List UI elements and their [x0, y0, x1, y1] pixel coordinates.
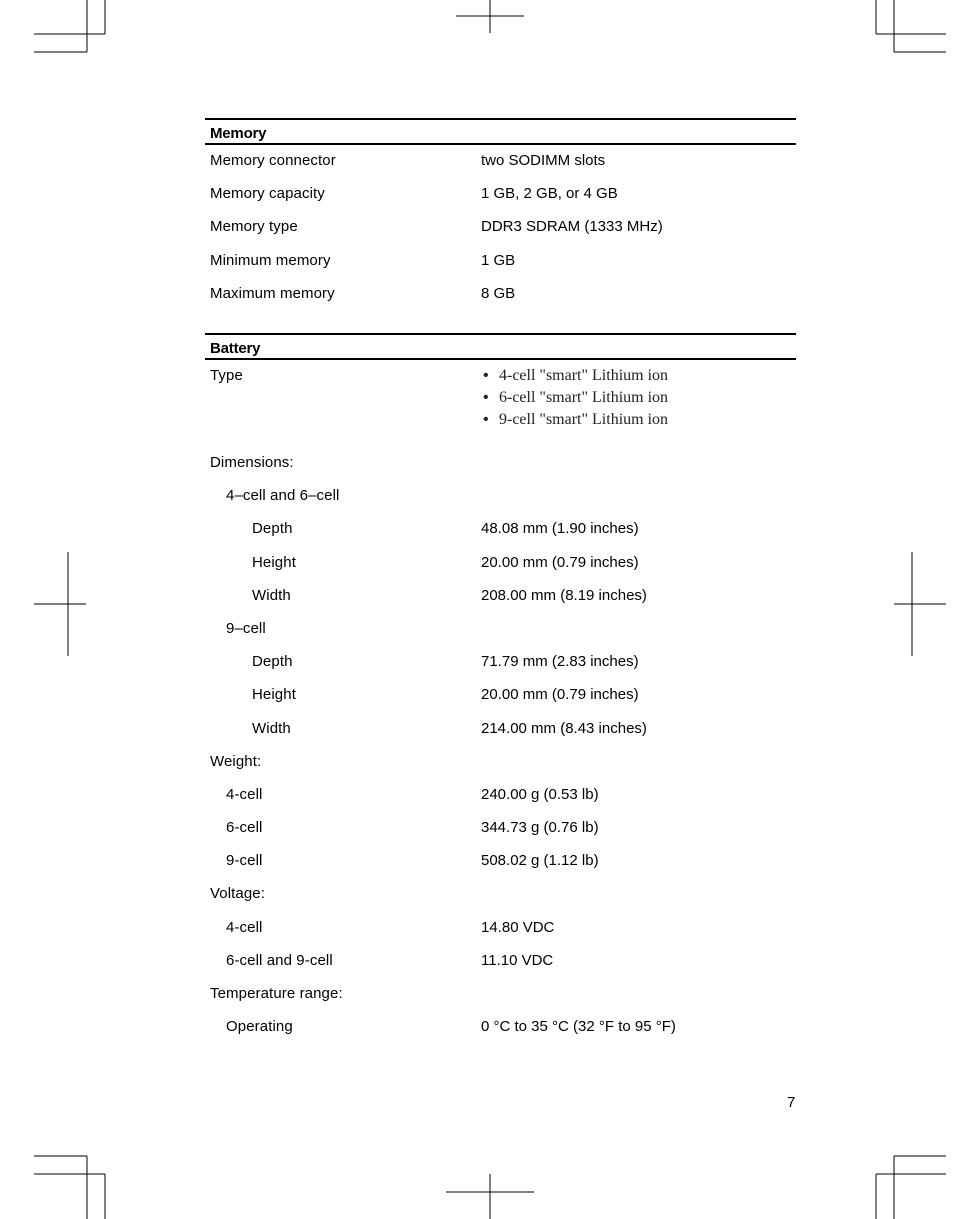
row-value: 240.00 g (0.53 lb)	[481, 785, 599, 803]
list-item: • 6-cell "smart" Lithium ion	[483, 387, 668, 409]
memory-header: Memory	[205, 118, 796, 145]
row-label: Voltage:	[210, 885, 266, 903]
row-label: Memory connector	[210, 152, 336, 169]
table-row	[205, 278, 796, 311]
table-row	[205, 360, 796, 447]
table-row	[205, 211, 796, 244]
table-row	[205, 845, 796, 878]
row-label: 6-cell and 9-cell	[226, 951, 333, 969]
row-label: 9–cell	[226, 619, 266, 637]
row-label: Width	[252, 586, 291, 604]
row-value: 1 GB, 2 GB, or 4 GB	[481, 185, 618, 203]
row-label: Type	[210, 367, 243, 384]
row-value: 8 GB	[481, 284, 516, 302]
row-value: 208.00 mm (8.19 inches)	[481, 586, 647, 604]
page-number: 7	[787, 1094, 796, 1111]
battery-type-list	[483, 365, 668, 431]
table-row	[205, 613, 796, 646]
list-item: • 9-cell "smart" Lithium ion	[483, 409, 668, 431]
row-label: Operating	[226, 1018, 293, 1036]
table-row	[205, 679, 796, 712]
row-value: 11.10 VDC	[481, 951, 554, 969]
table-row	[205, 779, 796, 812]
row-label: 4-cell	[226, 785, 263, 803]
row-value: 0 °C to 35 °C (32 °F to 95 °F)	[481, 1018, 676, 1036]
row-label: Minimum memory	[210, 251, 331, 269]
battery-table	[205, 333, 796, 1044]
row-value: DDR3 SDRAM (1333 MHz)	[481, 218, 663, 236]
table-row	[205, 480, 796, 513]
row-label: 9-cell	[226, 852, 263, 870]
row-label: Depth	[252, 653, 293, 671]
table-row	[205, 447, 796, 480]
row-value: 14.80 VDC	[481, 918, 555, 936]
row-label: Height	[252, 553, 296, 571]
battery-header: Battery	[205, 333, 796, 360]
row-value: 20.00 mm (0.79 inches)	[481, 553, 639, 571]
row-label: 4-cell	[226, 918, 263, 936]
table-row	[205, 713, 796, 746]
row-label: Weight:	[210, 752, 262, 770]
table-row	[205, 746, 796, 779]
memory-table	[205, 118, 796, 311]
table-row	[205, 812, 796, 845]
row-value: 508.02 g (1.12 lb)	[481, 852, 599, 870]
table-row	[205, 912, 796, 945]
table-row	[205, 145, 796, 178]
table-row	[205, 878, 796, 911]
row-value: 20.00 mm (0.79 inches)	[481, 686, 639, 704]
table-row	[205, 580, 796, 613]
row-value: 344.73 g (0.76 lb)	[481, 819, 599, 837]
list-item: • 4-cell "smart" Lithium ion	[483, 365, 668, 387]
row-label: 6-cell	[226, 819, 263, 837]
row-label: Memory type	[210, 218, 298, 236]
table-row	[205, 245, 796, 278]
row-label: 4–cell and 6–cell	[226, 487, 340, 505]
table-row	[205, 513, 796, 546]
table-row	[205, 547, 796, 580]
table-row	[205, 945, 796, 978]
row-label: Height	[252, 686, 296, 704]
row-label: Depth	[252, 520, 293, 538]
row-label: Temperature range:	[210, 985, 343, 1002]
table-row	[205, 178, 796, 211]
table-row	[205, 978, 796, 1011]
row-value: 48.08 mm (1.90 inches)	[481, 520, 639, 538]
row-label: Maximum memory	[210, 284, 335, 302]
row-value: 1 GB	[481, 251, 516, 269]
row-value: two SODIMM slots	[481, 152, 606, 169]
row-value: 71.79 mm (2.83 inches)	[481, 653, 639, 671]
table-row	[205, 646, 796, 679]
row-label: Dimensions:	[210, 454, 294, 471]
row-label: Width	[252, 719, 291, 737]
table-row	[205, 1011, 796, 1044]
row-value: 214.00 mm (8.43 inches)	[481, 719, 647, 737]
row-label: Memory capacity	[210, 185, 325, 203]
